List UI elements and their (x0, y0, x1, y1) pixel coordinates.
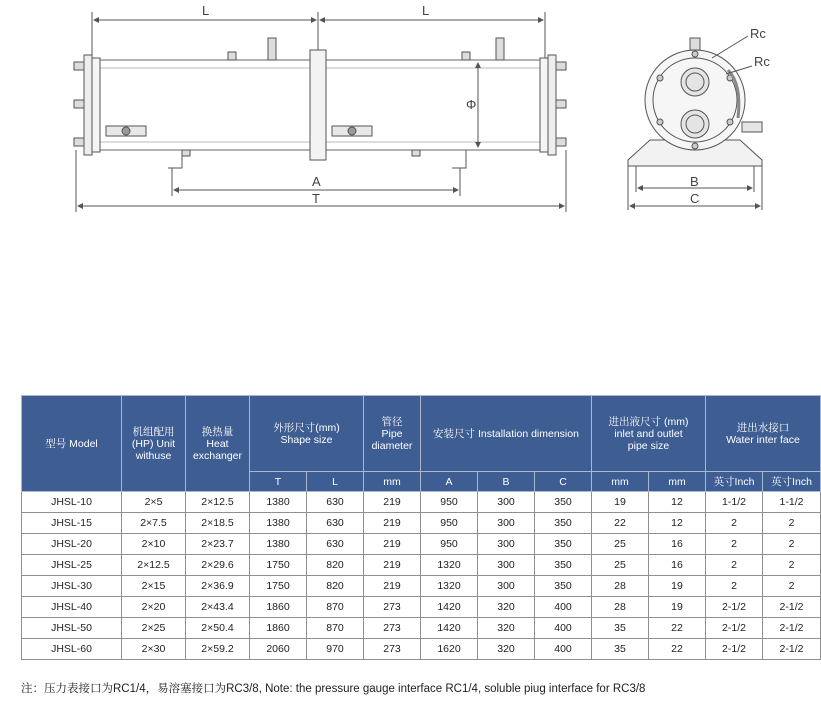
header-inout: 进出液尺寸 (mm) inlet and outlet pipe size (592, 396, 706, 472)
table-cell: 2-1/2 (706, 639, 763, 660)
table-cell: 1750 (250, 576, 307, 597)
table-row (22, 576, 821, 597)
table-cell: 219 (364, 555, 421, 576)
table-cell: 1620 (421, 639, 478, 660)
table-cell: 400 (535, 639, 592, 660)
table-cell: 820 (307, 576, 364, 597)
table-cell: 350 (535, 492, 592, 513)
table-cell: 2×23.7 (186, 534, 250, 555)
table-row (22, 555, 821, 576)
table-cell: 2 (763, 534, 821, 555)
table-cell: 350 (535, 576, 592, 597)
table-cell: 2×50.4 (186, 618, 250, 639)
subheader-outlet-mm: mm (649, 472, 706, 492)
table-cell: 1320 (421, 555, 478, 576)
subheader-pipe-mm: mm (364, 472, 421, 492)
subheader-inch-1: 英寸Inch (706, 472, 763, 492)
table-cell: 19 (649, 576, 706, 597)
table-cell: 1750 (250, 555, 307, 576)
label-rc-top: Rc (750, 26, 766, 41)
subheader-c: C (535, 472, 592, 492)
table-cell: 16 (649, 534, 706, 555)
table-cell: 2×10 (122, 534, 186, 555)
table-cell: 219 (364, 576, 421, 597)
table-cell: 870 (307, 618, 364, 639)
table-cell: 950 (421, 534, 478, 555)
table-cell: 2-1/2 (706, 618, 763, 639)
table-cell: 219 (364, 492, 421, 513)
subheader-inlet-mm: mm (592, 472, 649, 492)
label-rc-bottom: Rc (754, 54, 770, 69)
table-row (22, 618, 821, 639)
header-install: 安装尺寸 Installation dimension (421, 396, 592, 472)
header-pipe: 管径 Pipe diameter (364, 396, 421, 472)
table-cell: 2×12.5 (186, 492, 250, 513)
table-cell: 2 (763, 576, 821, 597)
table-cell: 2 (706, 555, 763, 576)
table-row (22, 492, 821, 513)
table-cell: 273 (364, 618, 421, 639)
table-cell: 2×12.5 (122, 555, 186, 576)
label-c: C (690, 191, 700, 206)
table-cell: 970 (307, 639, 364, 660)
table-cell: 630 (307, 513, 364, 534)
table-cell: 2×5 (122, 492, 186, 513)
table-cell: 950 (421, 513, 478, 534)
table-cell: JHSL-60 (22, 639, 122, 660)
table-cell: 19 (592, 492, 649, 513)
table-row (22, 513, 821, 534)
table-cell: 320 (478, 639, 535, 660)
table-cell: 630 (307, 534, 364, 555)
table-cell: 2 (763, 555, 821, 576)
table-cell: 2 (763, 513, 821, 534)
table-cell: 1860 (250, 618, 307, 639)
table-cell: 1-1/2 (706, 492, 763, 513)
table-row (22, 534, 821, 555)
table-row (22, 639, 821, 660)
table-row (22, 597, 821, 618)
table-cell: 1420 (421, 618, 478, 639)
table-cell: 1380 (250, 513, 307, 534)
table-cell: 2 (706, 513, 763, 534)
table-cell: 2×43.4 (186, 597, 250, 618)
table-cell: 350 (535, 513, 592, 534)
subheader-t: T (250, 472, 307, 492)
table-cell: JHSL-15 (22, 513, 122, 534)
table-cell: 22 (592, 513, 649, 534)
table-cell: 1380 (250, 492, 307, 513)
header-model: 型号 Model (22, 396, 122, 492)
table-cell: 22 (649, 639, 706, 660)
table-cell: 2×20 (122, 597, 186, 618)
spec-table (21, 395, 821, 660)
footnote: 注：压力表接口为RC1/4，易溶塞接口为RC3/8, Note: the pressure gauge interface RC1/4, soluble piug interface for RC3/8 (21, 683, 646, 695)
table-cell: 19 (649, 597, 706, 618)
table-cell: 219 (364, 534, 421, 555)
table-cell: 350 (535, 555, 592, 576)
label-t: T (312, 191, 320, 206)
table-cell: 35 (592, 618, 649, 639)
subheader-inch-2: 英寸Inch (763, 472, 821, 492)
table-cell: 12 (649, 513, 706, 534)
table-cell: 2-1/2 (763, 639, 821, 660)
table-cell: 300 (478, 534, 535, 555)
table-cell: 25 (592, 534, 649, 555)
table-cell: 400 (535, 597, 592, 618)
table-cell: 2060 (250, 639, 307, 660)
table-cell: 2-1/2 (763, 597, 821, 618)
header-unit: 机组配用 (HP) Unit withuse (122, 396, 186, 492)
table-cell: 1320 (421, 576, 478, 597)
table-cell: 2 (706, 576, 763, 597)
table-cell: 28 (592, 576, 649, 597)
table-cell: JHSL-30 (22, 576, 122, 597)
table-cell: 25 (592, 555, 649, 576)
table-cell: 28 (592, 597, 649, 618)
table-cell: 2×15 (122, 576, 186, 597)
table-cell: 820 (307, 555, 364, 576)
technical-drawing (0, 0, 821, 300)
table-cell: JHSL-40 (22, 597, 122, 618)
label-phi: Φ (466, 97, 477, 112)
spec-table-body (22, 492, 821, 660)
table-cell: 12 (649, 492, 706, 513)
table-cell: 219 (364, 513, 421, 534)
table-cell: 300 (478, 576, 535, 597)
table-cell: 2×25 (122, 618, 186, 639)
table-cell: 2-1/2 (706, 597, 763, 618)
table-cell: JHSL-25 (22, 555, 122, 576)
table-cell: 1380 (250, 534, 307, 555)
header-water: 进出水接口 Water inter face (706, 396, 821, 472)
subheader-l: L (307, 472, 364, 492)
label-l-left: L (202, 3, 210, 18)
table-cell: 2 (706, 534, 763, 555)
table-cell: 630 (307, 492, 364, 513)
table-cell: JHSL-50 (22, 618, 122, 639)
table-cell: 22 (649, 618, 706, 639)
table-cell: 273 (364, 597, 421, 618)
table-cell: 350 (535, 534, 592, 555)
table-cell: 273 (364, 639, 421, 660)
table-cell: 320 (478, 597, 535, 618)
table-cell: 2×18.5 (186, 513, 250, 534)
table-cell: 2×36.9 (186, 576, 250, 597)
table-cell: 2×7.5 (122, 513, 186, 534)
header-heat: 换热量 Heat exchanger (186, 396, 250, 492)
label-l-right: L (422, 3, 430, 18)
subheader-a: A (421, 472, 478, 492)
table-cell: 320 (478, 618, 535, 639)
subheader-b: B (478, 472, 535, 492)
table-cell: 300 (478, 555, 535, 576)
label-b: B (690, 174, 699, 189)
table-cell: JHSL-20 (22, 534, 122, 555)
table-cell: JHSL-10 (22, 492, 122, 513)
table-cell: 400 (535, 618, 592, 639)
table-cell: 870 (307, 597, 364, 618)
table-cell: 1-1/2 (763, 492, 821, 513)
table-cell: 2-1/2 (763, 618, 821, 639)
table-cell: 2×30 (122, 639, 186, 660)
table-cell: 1420 (421, 597, 478, 618)
table-cell: 16 (649, 555, 706, 576)
table-cell: 950 (421, 492, 478, 513)
table-cell: 35 (592, 639, 649, 660)
table-cell: 300 (478, 513, 535, 534)
table-cell: 2×59.2 (186, 639, 250, 660)
table-cell: 300 (478, 492, 535, 513)
label-a: A (312, 174, 321, 189)
header-shape: 外形尺寸(mm) Shape size (250, 396, 364, 472)
table-cell: 1860 (250, 597, 307, 618)
table-cell: 2×29.6 (186, 555, 250, 576)
